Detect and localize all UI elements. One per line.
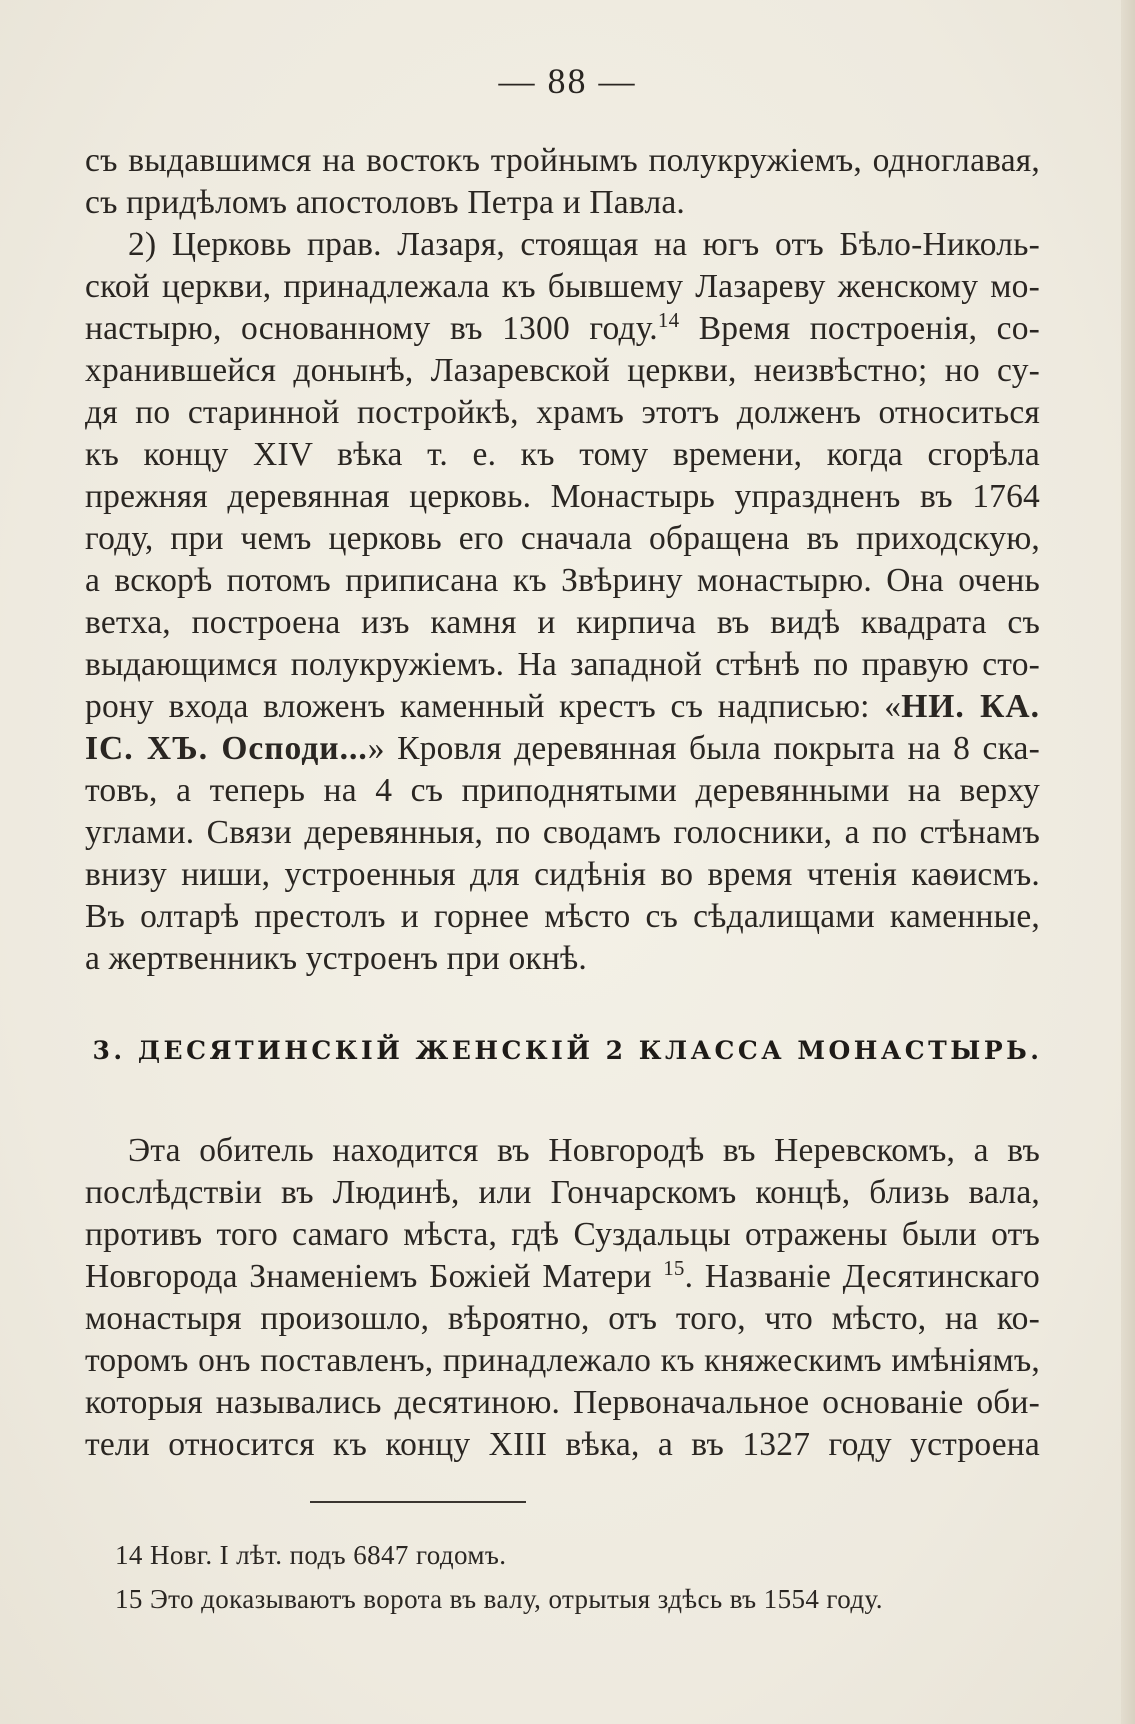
footnote-15: 15 Это доказываютъ ворота въ валу, отрытыя здѣсь въ 1554 году. <box>115 1584 883 1614</box>
text-run: Время построенія, со- <box>698 310 1041 347</box>
section-heading: 3. ДЕСЯТИНСКІЙ ЖЕНСКІЙ 2 КЛАССА МОНАСТЫРЬ. <box>92 1036 1043 1065</box>
page-edge-shadow <box>1121 0 1135 1724</box>
text-line: внизу ниши, устроенныя для сидѣнія во время чтенія каѳисмъ. <box>85 856 1040 893</box>
text-run: рону входа вложенъ каменный крестъ съ надписью: « <box>85 688 902 725</box>
text-line: хранившейся донынѣ, Лазаревской церкви, неизвѣстно; но су- <box>85 352 1040 389</box>
inscription-text: НИ. КА. <box>901 688 1040 725</box>
inscription-text: ІС. ХЪ. Осподи... <box>85 730 368 767</box>
text-line: углами. Связи деревянныя, по сводамъ голосники, а по стѣнамъ <box>85 814 1040 851</box>
text-line: выдающимся полукружіемъ. На западной стѣнѣ по правую сто- <box>85 646 1040 683</box>
text-line <box>85 1256 1040 1298</box>
text-line <box>85 728 1040 770</box>
text-line <box>85 308 1040 350</box>
footnote-14: 14 Новг. I лѣт. подъ 6847 годомъ. <box>115 1540 507 1570</box>
text-line: къ концу XIV вѣка т. е. къ тому времени, когда сгорѣла <box>85 436 1040 473</box>
text-line: прежняя деревянная церковь. Монастырь упраздненъ въ 1764 <box>85 478 1040 515</box>
text-line: дя по старинной постройкѣ, храмъ этотъ долженъ относиться <box>85 394 1040 431</box>
footnote-divider <box>310 1501 526 1503</box>
text-line: Въ олтарѣ престолъ и горнее мѣсто съ сѣдалищами каменные, <box>85 898 1040 935</box>
text-line <box>85 686 1040 728</box>
text-line: 2) Церковь прав. Лазаря, стоящая на югъ отъ Бѣло-Николь- <box>128 226 1040 263</box>
text-line: а вскорѣ потомъ приписана къ Звѣрину монастырю. Она очень <box>85 562 1040 599</box>
page-number: — 88 — <box>498 61 637 101</box>
text-run: » Кровля деревянная была покрыта на 8 ска- <box>367 730 1040 767</box>
text-run: . Названіе Десятинскаго <box>684 1258 1040 1295</box>
text-line: торомъ онъ поставленъ, принадлежало къ княжескимъ имѣніямъ, <box>85 1342 1040 1379</box>
footnote-ref-14: 14 <box>657 308 680 332</box>
text-line: монастыря произошло, вѣроятно, отъ того, что мѣсто, на ко- <box>85 1300 1040 1337</box>
text-line: ской церкви, принадлежала къ бывшему Лазареву женскому мо- <box>85 268 1040 305</box>
text-line: которыя назывались десятиною. Первоначальное основаніе оби- <box>85 1384 1040 1421</box>
text-line: съ выдавшимся на востокъ тройнымъ полукружіемъ, одноглавая, <box>85 142 1040 179</box>
text-line: товъ, а теперь на 4 съ приподнятыми деревянными на верху <box>85 772 1040 809</box>
text-line: послѣдствіи въ Людинѣ, или Гончарскомъ концѣ, близь вала, <box>85 1174 1040 1211</box>
text-line: съ придѣломъ апостоловъ Петра и Павла. <box>85 184 686 221</box>
text-line: тели относится къ концу XIII вѣка, а въ 1327 году устроена <box>85 1426 1040 1463</box>
text-line: Эта обитель находится въ Новгородѣ въ Неревскомъ, а въ <box>128 1132 1040 1169</box>
text-line: году, при чемъ церковь его сначала обращена въ приходскую, <box>85 520 1040 557</box>
text-line: ветха, построена изъ камня и кирпича въ видѣ квадрата съ <box>85 604 1040 641</box>
text-line: противъ того самаго мѣста, гдѣ Суздальцы отражены были отъ <box>85 1216 1040 1253</box>
text-run: настырю, основанному въ 1300 году. <box>85 310 658 347</box>
text-run: Новгорода Знаменіемъ Божіей Матери <box>85 1258 652 1295</box>
text-line: а жертвенникъ устроенъ при окнѣ. <box>85 940 587 977</box>
footnote-ref-15: 15 <box>663 1256 685 1280</box>
